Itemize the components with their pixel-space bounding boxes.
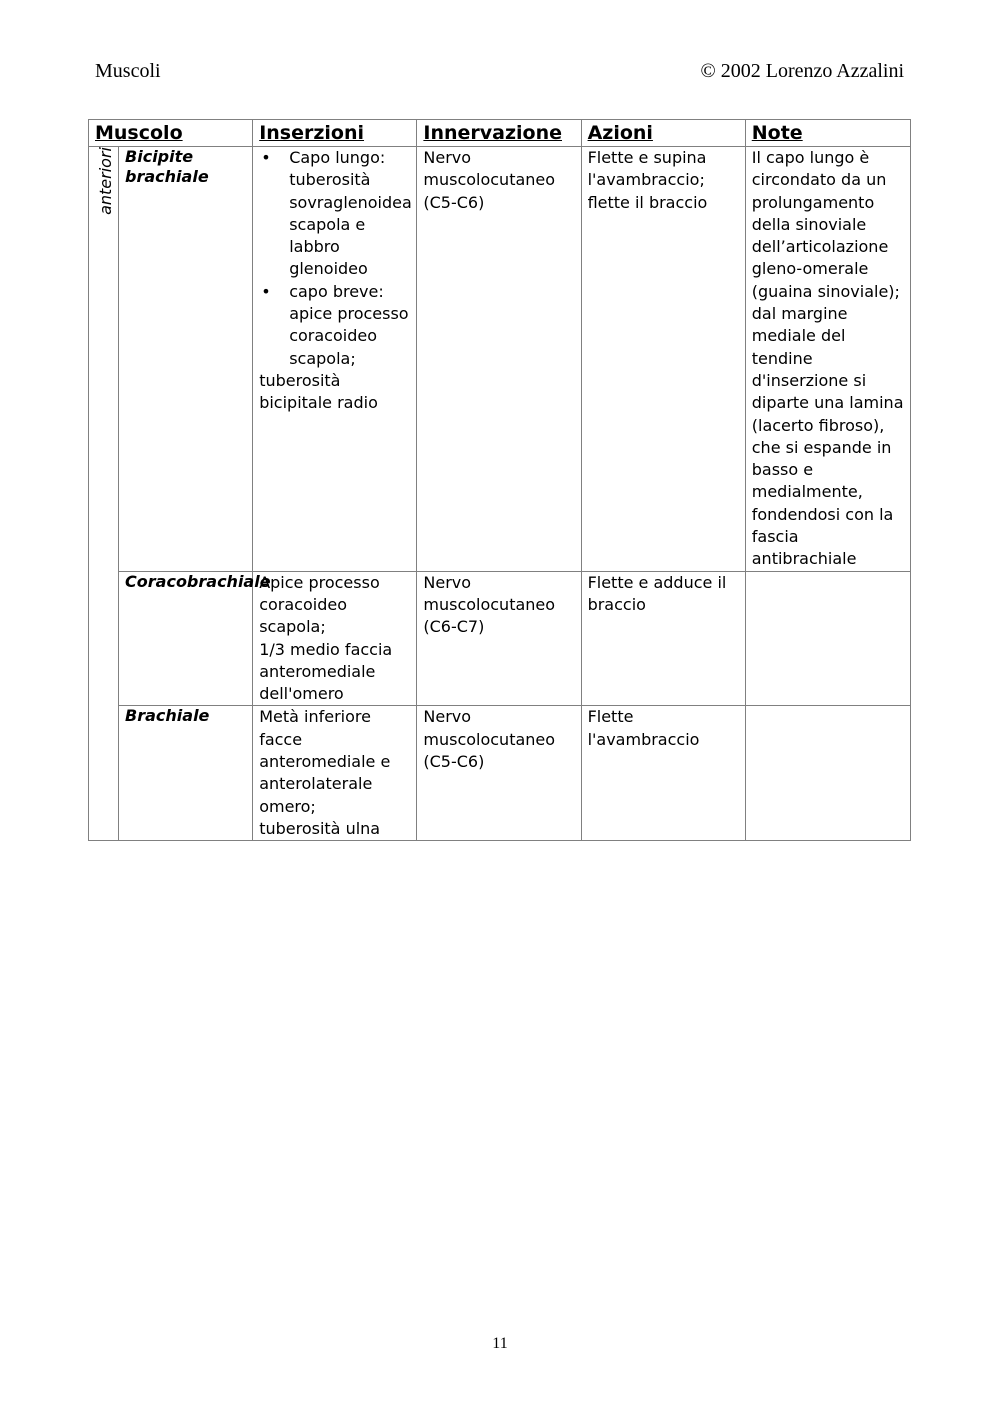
running-header-title: Muscoli xyxy=(95,60,161,82)
table-row xyxy=(89,147,911,572)
actions-cell: Flette l'avambraccio xyxy=(581,706,745,841)
insertions-cell: Metà inferiore facce anteromediale e anterolaterale omero; tuberosità ulna xyxy=(253,706,417,841)
table-header-row xyxy=(89,120,911,147)
actions-cell: Flette e adduce il braccio xyxy=(581,571,745,706)
innervation-cell: Nervo muscolocutaneo (C5-C6) xyxy=(417,147,581,572)
innervation-cell: Nervo muscolocutaneo (C5-C6) xyxy=(417,706,581,841)
column-header-note: Note xyxy=(745,120,910,147)
muscle-group-label: anteriori xyxy=(96,147,115,215)
column-header-inserzioni: Inserzioni xyxy=(253,120,417,147)
muscle-name: Coracobrachiale xyxy=(119,571,253,706)
table-row xyxy=(89,706,911,841)
notes-cell xyxy=(745,571,910,706)
insertions-list xyxy=(259,147,410,370)
notes-cell xyxy=(745,706,910,841)
column-header-azioni: Azioni xyxy=(581,120,745,147)
notes-cell: Il capo lungo è circondato da un prolungamento della sinoviale dell’articolazione gleno-omerale (guaina sinoviale); dal margine mediale del tendine d'inserzione si diparte una lamina (lacerto fibroso), che si espande in basso e medialmente, fondendosi con la fascia antibrachiale xyxy=(745,147,910,572)
insertions-text: tuberosità bicipitale radio xyxy=(259,370,378,413)
muscles-table xyxy=(88,119,911,841)
insertions-cell xyxy=(253,147,417,572)
insertions-list-item: • Capo lungo: tuberosità sovraglenoidea scapola e labbro glenoideo xyxy=(259,147,410,281)
insertions-cell: Apice processo coracoideo scapola; 1/3 medio faccia anteromediale dell'omero xyxy=(253,571,417,706)
muscle-name: Brachiale xyxy=(119,706,253,841)
running-header-copyright: © 2002 Lorenzo Azzalini xyxy=(700,60,904,82)
innervation-cell: Nervo muscolocutaneo (C6-C7) xyxy=(417,571,581,706)
column-header-innervazione: Innervazione xyxy=(417,120,581,147)
table-row xyxy=(89,571,911,706)
insertions-list-item: • capo breve: apice processo coracoideo scapola; xyxy=(259,281,410,370)
actions-cell: Flette e supina l'avambraccio; flette il braccio xyxy=(581,147,745,572)
column-header-muscolo: Muscolo xyxy=(89,120,253,147)
muscle-name: Bicipite brachiale xyxy=(119,147,253,572)
muscle-group-cell xyxy=(89,147,119,841)
page-number: 11 xyxy=(492,1335,508,1352)
